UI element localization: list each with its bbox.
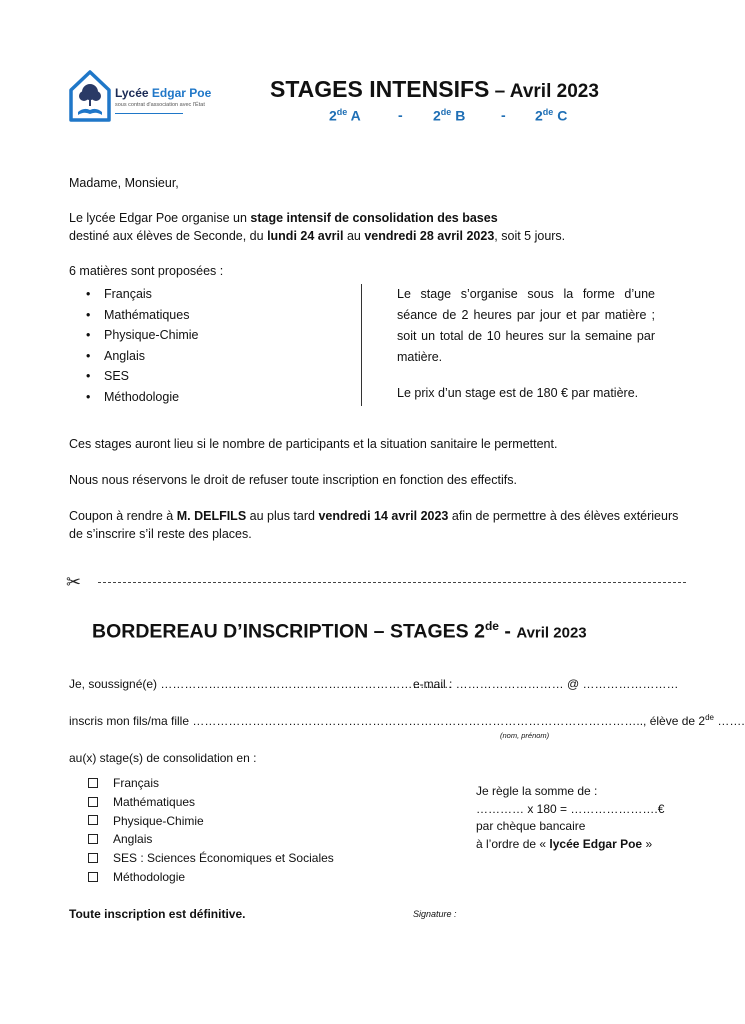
subjects-intro: 6 matières sont proposées : <box>69 264 224 278</box>
cut-line <box>98 582 686 583</box>
child-field[interactable]: inscris mon fils/ma fille ………………………………………………………………………………………………….., élève de 2de ……. <box>69 713 745 728</box>
class-2A: 2de A <box>329 107 361 124</box>
logo-divider <box>115 113 183 114</box>
school-logo <box>68 68 218 124</box>
final-notice: Toute inscription est définitive. <box>69 907 246 921</box>
logo-name: Lycée Edgar Poe <box>115 86 212 100</box>
page-title: STAGES INTENSIFS – Avril 2023 <box>270 76 599 102</box>
house-tree-book-icon <box>68 68 112 122</box>
checkbox-mathematiques[interactable]: Mathématiques <box>88 793 334 812</box>
scissors-icon: ✂ <box>66 572 82 592</box>
payment-amount-field[interactable]: ………… x 180 = ………………….€ <box>476 801 665 816</box>
list-item: • SES <box>86 369 130 383</box>
list-item: • Méthodologie <box>86 389 180 404</box>
checkbox-methodologie[interactable]: Méthodologie <box>88 868 334 887</box>
conditions-text: Ces stages auront lieu si le nombre de participants et la situation sanitaire le permettent. <box>69 437 558 451</box>
list-item: • Anglais <box>86 348 145 363</box>
name-field[interactable]: Je, soussigné(e) ………………………………………………………………. <box>69 677 452 691</box>
checkbox-icon[interactable] <box>88 853 98 863</box>
stage-info: Le stage s’organise sous la forme d’une séance de 2 heures par jour et par matière ; soit un total de 10 heures sur la semaine par matière. <box>397 287 655 364</box>
logo-tagline: sous contrat d'association avec l'État <box>115 102 205 108</box>
payment-payee: à l’ordre de « lycée Edgar Poe » <box>476 836 653 851</box>
coupon-line-1: Coupon à rendre à M. DELFILS au plus tard vendredi 14 avril 2023 afin de permettre à des élèves extérieurs <box>69 509 679 523</box>
checkbox-icon[interactable] <box>88 778 98 788</box>
list-item: • Mathématiques <box>86 307 190 322</box>
intro-line-2: destiné aux élèves de Seconde, du lundi 24 avril au vendredi 28 avril 2023, soit 5 jours. <box>69 229 566 243</box>
signature-label[interactable]: Signature : <box>413 909 457 919</box>
checkbox-ses[interactable]: SES : Sciences Économiques et Sociales <box>88 849 334 868</box>
list-item: • Français <box>86 287 152 301</box>
stages-intro: au(x) stage(s) de consolidation en : <box>69 751 257 765</box>
field-hint: (nom, prénom) <box>500 731 550 740</box>
payment-block <box>476 783 664 853</box>
class-2C: 2de C <box>535 107 568 124</box>
checkbox-physique-chimie[interactable]: Physique-Chimie <box>88 812 334 831</box>
form-title: BORDEREAU D’INSCRIPTION – STAGES 2de - Avril 2023 <box>92 619 587 643</box>
column-divider <box>361 284 362 406</box>
payment-method: par chèque bancaire <box>476 819 586 833</box>
subject-checkboxes <box>88 774 334 887</box>
intro-line-1: Le lycée Edgar Poe organise un stage intensif de consolidation des bases <box>69 211 498 225</box>
checkbox-icon[interactable] <box>88 815 98 825</box>
coupon-line-2: de s’inscrire s’il reste des places. <box>69 527 252 541</box>
subjects-list <box>86 284 198 407</box>
payment-intro: Je règle la somme de : <box>476 784 598 798</box>
class-2B: 2de B <box>433 107 466 124</box>
greeting: Madame, Monsieur, <box>69 176 179 190</box>
checkbox-francais[interactable]: Français <box>88 774 334 793</box>
stage-price: Le prix d’un stage est de 180 € par matière. <box>397 386 639 400</box>
checkbox-icon[interactable] <box>88 797 98 807</box>
checkbox-anglais[interactable]: Anglais <box>88 830 334 849</box>
email-field[interactable]: e-mail : ……………………… @ …………………… <box>413 677 679 691</box>
class-separator: - <box>501 107 506 123</box>
reserve-text: Nous nous réservons le droit de refuser toute inscription en fonction des effectifs. <box>69 473 517 487</box>
checkbox-icon[interactable] <box>88 872 98 882</box>
class-separator: - <box>398 107 403 123</box>
checkbox-icon[interactable] <box>88 834 98 844</box>
list-item: • Physique-Chimie <box>86 328 199 342</box>
